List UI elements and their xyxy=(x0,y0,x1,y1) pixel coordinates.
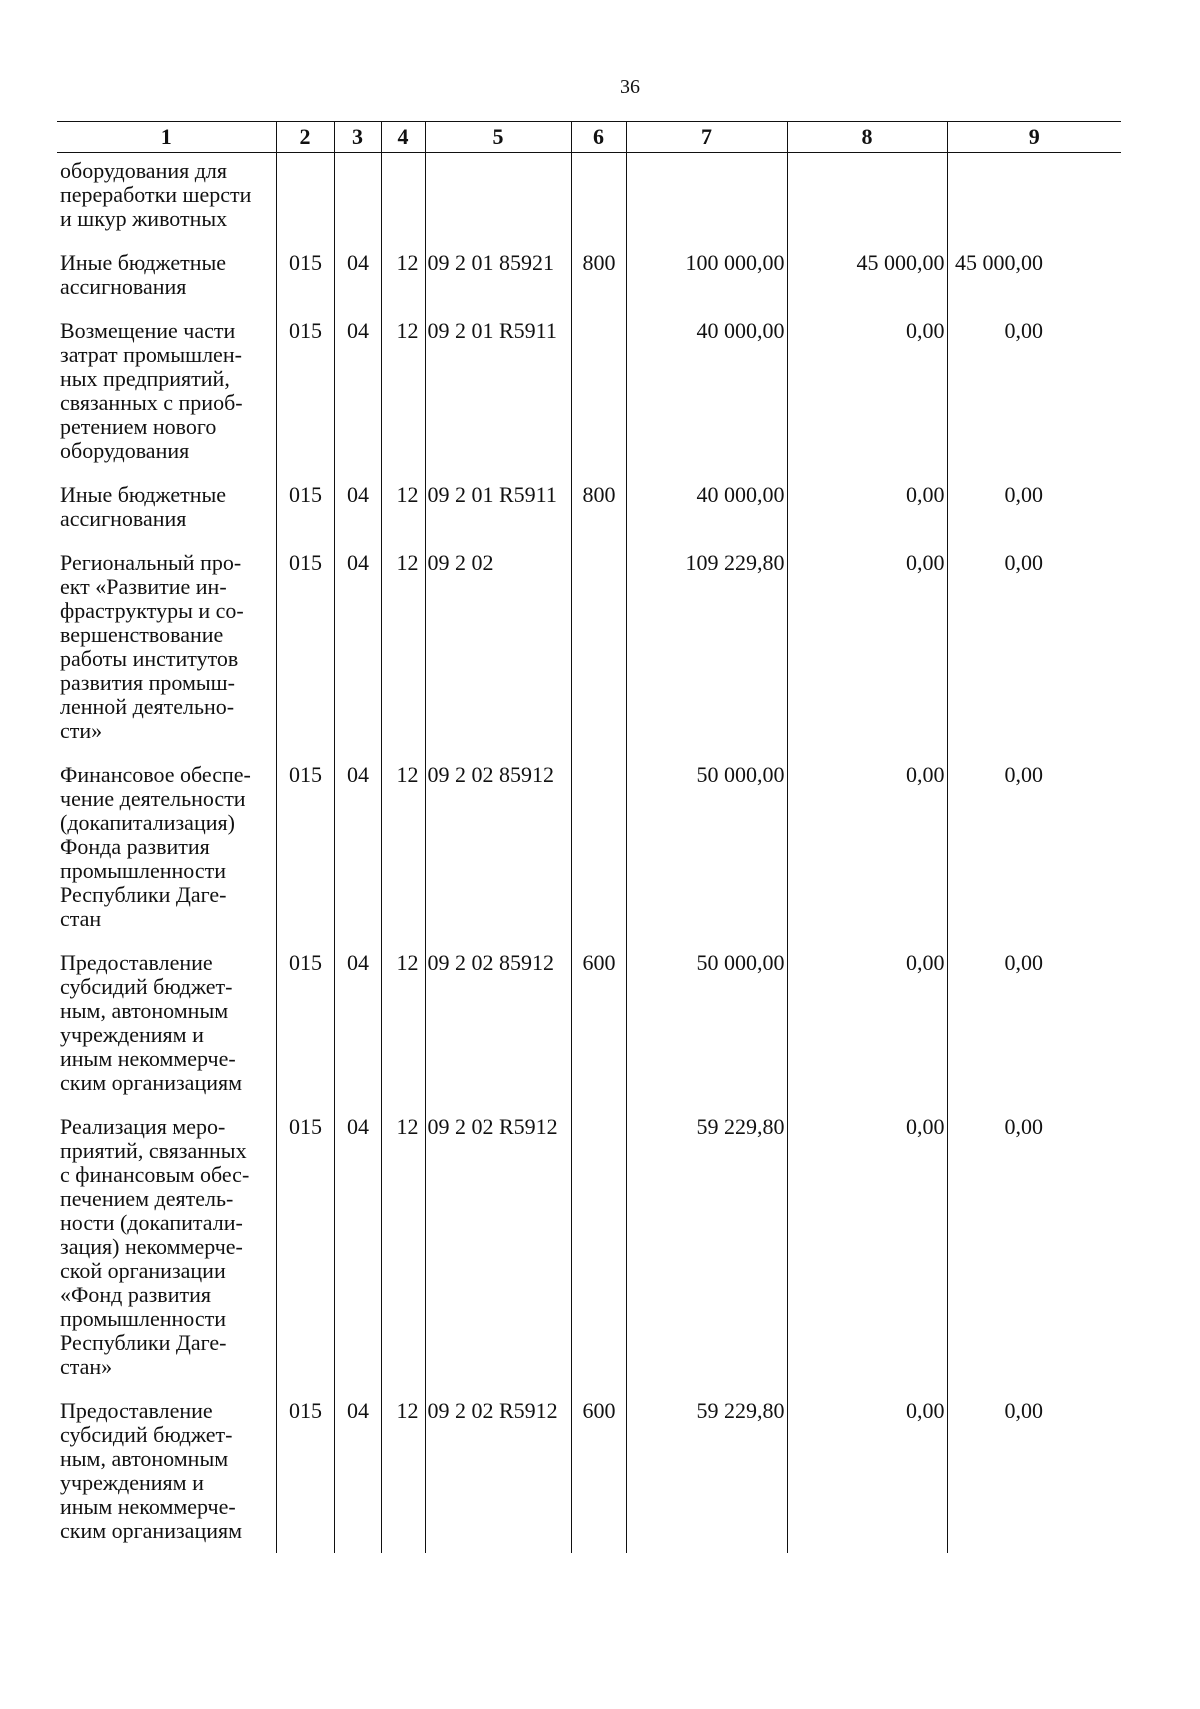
expense-type xyxy=(571,551,626,763)
row-description xyxy=(57,1115,276,1399)
table-body xyxy=(57,153,1121,1554)
description-line: Предоставление xyxy=(60,950,213,975)
column-header-3: 3 xyxy=(334,122,381,153)
subsection-code: 12 xyxy=(381,1115,425,1399)
description-line: ект «Развитие ин- xyxy=(60,574,227,599)
amount-col-7: 40 000,00 xyxy=(626,319,787,483)
amount-col-7: 59 229,80 xyxy=(626,1399,787,1553)
section-code: 04 xyxy=(334,251,381,319)
description-line: субсидий бюджет- xyxy=(60,974,233,999)
description-line: иным некоммерче- xyxy=(60,1494,236,1519)
column-header-1: 1 xyxy=(57,122,276,153)
description-line: ленной деятельно- xyxy=(60,694,235,719)
description-line: иным некоммерче- xyxy=(60,1046,236,1071)
target-article: 09 2 02 R5912 xyxy=(425,1115,571,1399)
subsection-code: 12 xyxy=(381,951,425,1115)
target-article xyxy=(425,153,571,252)
description-line: стан» xyxy=(60,1354,113,1379)
expense-type xyxy=(571,153,626,252)
amount-col-9: 0,00 xyxy=(947,1399,1121,1553)
description-line: затрат промышлен- xyxy=(60,342,242,367)
expense-type xyxy=(571,319,626,483)
expense-type: 600 xyxy=(571,951,626,1115)
amount-col-7: 109 229,80 xyxy=(626,551,787,763)
amount-col-9: 0,00 xyxy=(947,763,1121,951)
description-line: Республики Даге- xyxy=(60,882,227,907)
description-line: стан xyxy=(60,906,102,931)
section-code xyxy=(334,153,381,252)
row-description xyxy=(57,551,276,763)
description-line: ским организациям xyxy=(60,1070,243,1095)
description-line: печением деятель- xyxy=(60,1186,234,1211)
amount-col-7: 40 000,00 xyxy=(626,483,787,551)
description-line: сти» xyxy=(60,718,103,743)
amount-col-8: 0,00 xyxy=(787,1115,947,1399)
amount-col-7: 100 000,00 xyxy=(626,251,787,319)
target-article: 09 2 01 R5911 xyxy=(425,319,571,483)
row-description xyxy=(57,951,276,1115)
expense-type xyxy=(571,763,626,951)
budget-table xyxy=(57,121,1121,1553)
description-line: учреждениям и xyxy=(60,1470,204,1495)
description-line: Республики Даге- xyxy=(60,1330,227,1355)
amount-col-8: 0,00 xyxy=(787,483,947,551)
description-line: зация) некоммерче- xyxy=(60,1234,243,1259)
target-article: 09 2 02 85912 xyxy=(425,763,571,951)
amount-col-9: 45 000,00 xyxy=(947,251,1121,319)
table-row xyxy=(57,1115,1121,1399)
description-line: Предоставление xyxy=(60,1398,213,1423)
row-description xyxy=(57,153,276,252)
description-line: ным, автономным xyxy=(60,1446,229,1471)
table-row xyxy=(57,483,1121,551)
subsection-code: 12 xyxy=(381,483,425,551)
description-line: ным, автономным xyxy=(60,998,229,1023)
grbs-code: 015 xyxy=(276,763,334,951)
amount-col-9: 0,00 xyxy=(947,551,1121,763)
column-header-8: 8 xyxy=(787,122,947,153)
subsection-code: 12 xyxy=(381,1399,425,1553)
amount-col-7: 50 000,00 xyxy=(626,763,787,951)
row-description xyxy=(57,763,276,951)
row-description xyxy=(57,483,276,551)
grbs-code: 015 xyxy=(276,951,334,1115)
description-line: Иные бюджетные xyxy=(60,482,227,507)
header-row xyxy=(57,122,1121,153)
description-line: оборудования xyxy=(60,438,190,463)
amount-col-8: 0,00 xyxy=(787,551,947,763)
description-line: Финансовое обеспе- xyxy=(60,762,251,787)
description-line: учреждениям и xyxy=(60,1022,204,1047)
target-article: 09 2 02 R5912 xyxy=(425,1399,571,1553)
amount-col-9: 0,00 xyxy=(947,483,1121,551)
amount-col-8: 45 000,00 xyxy=(787,251,947,319)
grbs-code: 015 xyxy=(276,551,334,763)
column-header-4: 4 xyxy=(381,122,425,153)
amount-col-8: 0,00 xyxy=(787,951,947,1115)
subsection-code: 12 xyxy=(381,251,425,319)
amount-col-9: 0,00 xyxy=(947,1115,1121,1399)
column-header-2: 2 xyxy=(276,122,334,153)
description-line: вершенствование xyxy=(60,622,224,647)
amount-col-7 xyxy=(626,153,787,252)
description-line: ретением нового xyxy=(60,414,217,439)
description-line: фраструктуры и со- xyxy=(60,598,244,623)
amount-col-8: 0,00 xyxy=(787,1399,947,1553)
description-line: и шкур животных xyxy=(60,206,228,231)
description-line: Фонда развития xyxy=(60,834,210,859)
description-line: ским организациям xyxy=(60,1518,243,1543)
expense-type: 600 xyxy=(571,1399,626,1553)
section-code: 04 xyxy=(334,1399,381,1553)
description-line: переработки шерсти xyxy=(60,182,252,207)
grbs-code: 015 xyxy=(276,1399,334,1553)
subsection-code: 12 xyxy=(381,551,425,763)
table-row xyxy=(57,951,1121,1115)
amount-col-7: 59 229,80 xyxy=(626,1115,787,1399)
amount-col-8: 0,00 xyxy=(787,319,947,483)
section-code: 04 xyxy=(334,763,381,951)
grbs-code: 015 xyxy=(276,319,334,483)
description-line: с финансовым обес- xyxy=(60,1162,250,1187)
amount-col-7: 50 000,00 xyxy=(626,951,787,1115)
section-code: 04 xyxy=(334,1115,381,1399)
section-code: 04 xyxy=(334,483,381,551)
description-line: промышленности xyxy=(60,858,226,883)
row-description xyxy=(57,1399,276,1553)
description-line: ассигнования xyxy=(60,506,187,531)
page-number: 36 xyxy=(620,76,640,98)
table-row xyxy=(57,763,1121,951)
subsection-code: 12 xyxy=(381,319,425,483)
description-line: приятий, связанных xyxy=(60,1138,247,1163)
description-line: ассигнования xyxy=(60,274,187,299)
description-line: работы институтов xyxy=(60,646,239,671)
description-line: «Фонд развития xyxy=(60,1282,211,1307)
amount-col-9: 0,00 xyxy=(947,319,1121,483)
amount-col-8: 0,00 xyxy=(787,763,947,951)
row-description xyxy=(57,251,276,319)
expense-type: 800 xyxy=(571,251,626,319)
description-line: ности (докапитали- xyxy=(60,1210,243,1235)
target-article: 09 2 01 85921 xyxy=(425,251,571,319)
description-line: развития промыш- xyxy=(60,670,235,695)
expense-type xyxy=(571,1115,626,1399)
column-header-7: 7 xyxy=(626,122,787,153)
description-line: (докапитализация) xyxy=(60,810,235,835)
description-line: Иные бюджетные xyxy=(60,250,227,275)
grbs-code: 015 xyxy=(276,1115,334,1399)
description-line: оборудования для xyxy=(60,158,228,183)
description-line: чение деятельности xyxy=(60,786,246,811)
table-row xyxy=(57,153,1121,252)
description-line: промышленности xyxy=(60,1306,226,1331)
expense-type: 800 xyxy=(571,483,626,551)
table-row xyxy=(57,551,1121,763)
description-line: ской организации xyxy=(60,1258,226,1283)
table-row xyxy=(57,319,1121,483)
description-line: Региональный про- xyxy=(60,550,242,575)
section-code: 04 xyxy=(334,551,381,763)
section-code: 04 xyxy=(334,319,381,483)
table-row xyxy=(57,251,1121,319)
description-line: Возмещение части xyxy=(60,318,236,343)
description-line: Реализация меро- xyxy=(60,1114,226,1139)
column-header-9: 9 xyxy=(947,122,1121,153)
column-header-5: 5 xyxy=(425,122,571,153)
row-description xyxy=(57,319,276,483)
amount-col-9 xyxy=(947,153,1121,252)
target-article: 09 2 02 85912 xyxy=(425,951,571,1115)
subsection-code: 12 xyxy=(381,763,425,951)
grbs-code: 015 xyxy=(276,251,334,319)
column-header-6: 6 xyxy=(571,122,626,153)
grbs-code xyxy=(276,153,334,252)
amount-col-9: 0,00 xyxy=(947,951,1121,1115)
description-line: связанных с приоб- xyxy=(60,390,243,415)
grbs-code: 015 xyxy=(276,483,334,551)
amount-col-8 xyxy=(787,153,947,252)
description-line: субсидий бюджет- xyxy=(60,1422,233,1447)
description-line: ных предприятий, xyxy=(60,366,230,391)
section-code: 04 xyxy=(334,951,381,1115)
subsection-code xyxy=(381,153,425,252)
target-article: 09 2 02 xyxy=(425,551,571,763)
table-row xyxy=(57,1399,1121,1553)
target-article: 09 2 01 R5911 xyxy=(425,483,571,551)
